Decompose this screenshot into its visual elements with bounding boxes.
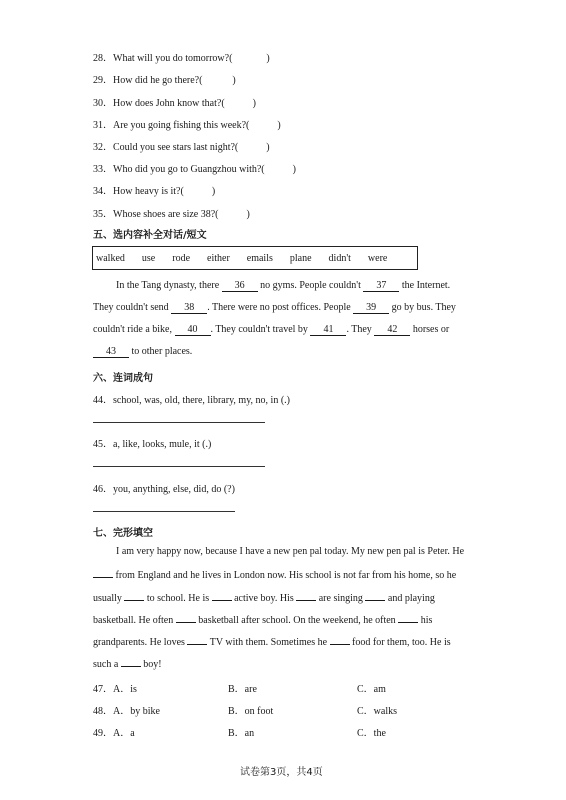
question-number: 29． [93,75,113,86]
passage-line-4 [93,346,192,358]
question-28 [93,49,270,64]
question-text: Whose shoes are size 38?( [113,209,219,220]
cloze-text: and playing [385,593,435,604]
cloze-text: his [418,615,433,626]
question-34 [93,182,215,197]
passage-text: In the Tang dynasty, there [116,280,222,291]
passage-line-3 [93,324,449,336]
option-row-48 [93,702,160,717]
cloze-text: basketball after school. On the weekend, he often [195,615,399,626]
cloze-text: boy! [140,659,162,670]
question-35 [93,205,250,220]
question-text: Could you see stars last night?( [113,142,239,153]
option-c-48[interactable]: C．walks [357,706,397,717]
cloze-text: active boy. His [231,593,297,604]
paren-close: ) [232,75,236,86]
question-31 [93,116,281,131]
word-bank-item: walked [96,252,125,264]
cloze-line-6 [93,657,162,670]
question-text: How did he go there?( [113,75,203,86]
question-text: a, like, looks, mule, it (.) [113,439,212,450]
blank-40[interactable]: 40 [175,325,211,336]
question-30 [93,94,256,109]
blank-36[interactable]: 36 [222,281,258,292]
question-text: How heavy is it?( [113,186,184,197]
word-bank-item: emails [246,252,273,264]
option-a[interactable]: A．a [113,728,135,739]
page-footer: 试卷第3页，共4页 [240,767,323,778]
cloze-blank[interactable] [296,591,316,601]
paren-close: ) [266,142,270,153]
passage-text: . There were no post offices. People [207,302,354,313]
option-c-49[interactable]: C．the [357,728,386,739]
sentence-45 [93,435,211,450]
question-number: 35． [93,209,113,220]
option-row-49 [93,724,135,739]
cloze-line-3 [93,591,435,604]
blank-39[interactable]: 39 [353,303,389,314]
passage-text: no gyms. People couldn't [257,280,364,291]
cloze-line-2 [93,568,456,581]
question-number: 47． [93,684,113,695]
cloze-text: basketball. He often [93,615,176,626]
question-29 [93,71,236,86]
word-bank-item: were [367,252,388,264]
word-bank-item: rode [172,252,191,264]
option-b-48[interactable]: B．on foot [228,706,274,717]
paren-close: ) [292,164,296,175]
paren-close: ) [252,98,256,109]
question-text: What will you do tomorrow?( [113,53,233,64]
cloze-blank[interactable] [212,591,232,601]
passage-text: . They couldn't travel by [210,324,311,335]
option-b-49[interactable]: B．an [228,728,255,739]
option-a[interactable]: A．is [113,684,137,695]
passage-text: go by bus. They [389,302,456,313]
option-c-47[interactable]: C．am [357,684,386,695]
question-number: 45． [93,439,113,450]
word-bank-box [92,246,418,270]
paren-close: ) [211,186,216,197]
question-32 [93,138,270,153]
cloze-text: grandparents. He loves [93,637,188,648]
cloze-text: are singing [316,593,366,604]
question-text: How does John know that?( [113,98,225,109]
question-text: Are you going fishing this week?( [113,120,250,131]
word-bank-item: didn't [328,252,351,264]
sentence-44 [93,391,290,406]
option-a[interactable]: A．by bike [113,706,160,717]
question-number: 30． [93,98,113,109]
passage-text: to other places. [129,346,193,357]
cloze-line-1: I am very happy now, because I have a new pen pal today. My new pen pal is Peter. He [116,546,465,557]
passage-line-2 [93,302,456,314]
cloze-text: such a [93,659,121,670]
paren-close: ) [266,53,270,64]
question-33 [93,160,296,175]
blank-37[interactable]: 37 [363,281,399,292]
question-number: 33． [93,164,113,175]
cloze-blank[interactable] [398,613,418,623]
cloze-line-4 [93,613,432,626]
cloze-line-5 [93,635,451,648]
section-title-5: 五、选内容补全对话/短文 [93,230,207,241]
cloze-text: usually [93,593,125,604]
word-bank-item: use [141,252,156,264]
question-text: school, was, old, there, library, my, no, in (.) [113,395,290,406]
blank-42[interactable]: 42 [374,325,410,336]
passage-text: . They [346,324,375,335]
cloze-blank[interactable] [330,635,350,645]
cloze-blank[interactable] [93,568,113,578]
passage-text: couldn't ride a bike, [93,324,175,335]
passage-text: horses or [410,324,450,335]
word-bank-item: plane [289,252,312,264]
answer-line-45[interactable] [93,466,265,467]
cloze-blank[interactable] [121,657,141,667]
cloze-blank[interactable] [187,635,207,645]
cloze-text: to school. He is [144,593,212,604]
passage-line-1 [116,280,450,292]
paren-close: ) [277,120,281,131]
answer-line-46[interactable] [93,511,235,512]
question-number: 48． [93,706,113,717]
blank-43[interactable]: 43 [93,347,129,358]
option-b-47[interactable]: B．are [228,684,257,695]
blank-41[interactable]: 41 [310,325,346,336]
passage-text: the Internet. [399,280,451,291]
cloze-text: from England and he lives in London now. His school is not far from his home, so he [113,570,457,581]
question-number: 32． [93,142,113,153]
sentence-46 [93,480,235,495]
option-row-47 [93,680,137,695]
question-number: 49． [93,728,113,739]
cloze-blank[interactable] [365,591,385,601]
cloze-text: food for them, too. He is [349,637,451,648]
question-number: 34． [93,186,113,197]
question-number: 44． [93,395,113,406]
passage-text: They couldn't send [93,302,172,313]
blank-38[interactable]: 38 [171,303,207,314]
question-number: 31． [93,120,113,131]
question-text: you, anything, else, did, do (?) [113,484,235,495]
word-bank-item: either [207,252,230,264]
cloze-text: TV with them. Sometimes he [207,637,330,648]
answer-line-44[interactable] [93,422,265,423]
paren-close: ) [246,209,250,220]
cloze-blank[interactable] [176,613,196,623]
question-number: 46． [93,484,113,495]
question-text: Who did you go to Guangzhou with?( [113,164,265,175]
section-title-7: 七、完形填空 [93,528,153,539]
cloze-blank[interactable] [124,591,144,601]
question-number: 28． [93,53,113,64]
section-title-6: 六、连词成句 [93,373,153,384]
